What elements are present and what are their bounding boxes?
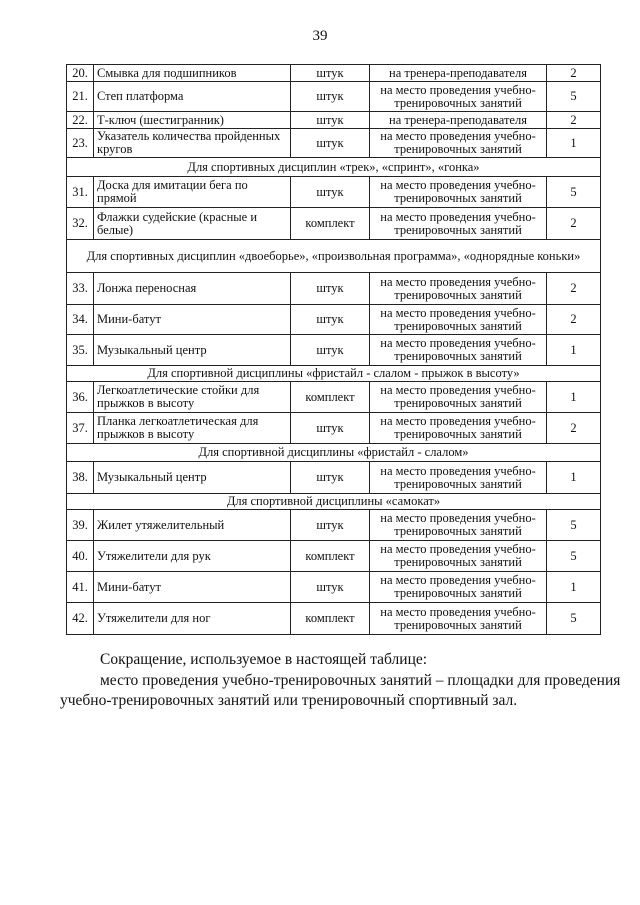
item-quantity: 2 xyxy=(547,305,601,335)
item-unit: штук xyxy=(291,112,370,129)
item-placement: на место проведения учебно-тренировочных занятий xyxy=(370,413,547,444)
item-quantity: 2 xyxy=(547,208,601,240)
item-placement: на место проведения учебно-тренировочных занятий xyxy=(370,335,547,366)
item-name: Легкоатлетические стойки для прыжков в высоту xyxy=(94,382,291,413)
item-placement: на место проведения учебно-тренировочных занятий xyxy=(370,510,547,541)
row-number: 34. xyxy=(67,305,94,335)
item-quantity: 1 xyxy=(547,462,601,494)
row-number: 22. xyxy=(67,112,94,129)
item-unit: комплект xyxy=(291,208,370,240)
table-row xyxy=(67,112,601,129)
item-name: Жилет утяжелительный xyxy=(94,510,291,541)
footnote-title: Сокращение, используемое в настоящей таблице: xyxy=(100,651,428,668)
item-placement: на тренера-преподавателя xyxy=(370,65,547,82)
table-row xyxy=(67,541,601,572)
item-name: Степ платформа xyxy=(94,82,291,112)
item-placement: на место проведения учебно-тренировочных занятий xyxy=(370,177,547,208)
item-quantity: 2 xyxy=(547,273,601,305)
row-number: 39. xyxy=(67,510,94,541)
item-unit: штук xyxy=(291,129,370,158)
item-name: Указатель количества пройденных кругов xyxy=(94,129,291,158)
item-quantity: 1 xyxy=(547,129,601,158)
item-quantity: 2 xyxy=(547,112,601,129)
item-placement: на тренера-преподавателя xyxy=(370,112,547,129)
row-number: 23. xyxy=(67,129,94,158)
section-header-row xyxy=(67,366,601,382)
item-name: Планка легкоатлетическая для прыжков в высоту xyxy=(94,413,291,444)
item-placement: на место проведения учебно-тренировочных занятий xyxy=(370,208,547,240)
item-unit: штук xyxy=(291,305,370,335)
item-unit: штук xyxy=(291,462,370,494)
item-quantity: 1 xyxy=(547,572,601,603)
item-placement: на место проведения учебно-тренировочных занятий xyxy=(370,572,547,603)
table-row xyxy=(67,208,601,240)
item-quantity: 2 xyxy=(547,65,601,82)
table-row xyxy=(67,462,601,494)
table-row xyxy=(67,82,601,112)
table-row xyxy=(67,129,601,158)
item-name: Доска для имитации бега по прямой xyxy=(94,177,291,208)
item-name: Музыкальный центр xyxy=(94,335,291,366)
item-unit: штук xyxy=(291,273,370,305)
item-unit: штук xyxy=(291,65,370,82)
row-number: 20. xyxy=(67,65,94,82)
section-title: Для спортивной дисциплины «фристайл - слалом - прыжок в высоту» xyxy=(67,366,601,382)
row-number: 37. xyxy=(67,413,94,444)
table-row xyxy=(67,65,601,82)
row-number: 32. xyxy=(67,208,94,240)
section-title: Для спортивных дисциплин «трек», «спринт», «гонка» xyxy=(67,158,601,177)
row-number: 41. xyxy=(67,572,94,603)
item-quantity: 5 xyxy=(547,603,601,635)
item-quantity: 1 xyxy=(547,335,601,366)
item-quantity: 5 xyxy=(547,177,601,208)
section-title: Для спортивной дисциплины «самокат» xyxy=(67,494,601,510)
row-number: 40. xyxy=(67,541,94,572)
item-unit: штук xyxy=(291,335,370,366)
item-unit: штук xyxy=(291,177,370,208)
item-name: Т-ключ (шестигранник) xyxy=(94,112,291,129)
table-row xyxy=(67,305,601,335)
item-placement: на место проведения учебно-тренировочных занятий xyxy=(370,462,547,494)
table-row xyxy=(67,413,601,444)
row-number: 42. xyxy=(67,603,94,635)
table-row xyxy=(67,335,601,366)
item-placement: на место проведения учебно-тренировочных занятий xyxy=(370,129,547,158)
item-quantity: 2 xyxy=(547,413,601,444)
row-number: 21. xyxy=(67,82,94,112)
row-number: 38. xyxy=(67,462,94,494)
equipment-table xyxy=(66,64,601,635)
item-name: Флажки судейские (красные и белые) xyxy=(94,208,291,240)
item-unit: комплект xyxy=(291,541,370,572)
item-placement: на место проведения учебно-тренировочных занятий xyxy=(370,541,547,572)
row-number: 35. xyxy=(67,335,94,366)
section-title: Для спортивных дисциплин «двоеборье», «произвольная программа», «однорядные коньки» xyxy=(67,240,601,273)
item-placement: на место проведения учебно-тренировочных занятий xyxy=(370,603,547,635)
item-unit: штук xyxy=(291,572,370,603)
item-unit: штук xyxy=(291,82,370,112)
item-placement: на место проведения учебно-тренировочных занятий xyxy=(370,382,547,413)
item-name: Утяжелители для рук xyxy=(94,541,291,572)
section-header-row xyxy=(67,494,601,510)
item-unit: штук xyxy=(291,413,370,444)
item-name: Мини-батут xyxy=(94,572,291,603)
table-row xyxy=(67,603,601,635)
item-unit: комплект xyxy=(291,603,370,635)
item-quantity: 5 xyxy=(547,510,601,541)
table-row xyxy=(67,382,601,413)
page-number: 39 xyxy=(312,28,328,44)
footnote-line-1: место проведения учебно-тренировочных занятий – площадки для проведения xyxy=(100,672,621,689)
table-row xyxy=(67,572,601,603)
row-number: 31. xyxy=(67,177,94,208)
item-name: Утяжелители для ног xyxy=(94,603,291,635)
table-row xyxy=(67,177,601,208)
table-row xyxy=(67,273,601,305)
item-unit: комплект xyxy=(291,382,370,413)
item-placement: на место проведения учебно-тренировочных занятий xyxy=(370,82,547,112)
section-header-row xyxy=(67,240,601,273)
footnote-line-2: учебно-тренировочных занятий или тренировочный спортивный зал. xyxy=(60,692,518,709)
item-name: Смывка для подшипников xyxy=(94,65,291,82)
row-number: 36. xyxy=(67,382,94,413)
item-name: Лонжа переносная xyxy=(94,273,291,305)
item-unit: штук xyxy=(291,510,370,541)
item-quantity: 5 xyxy=(547,541,601,572)
table-row xyxy=(67,510,601,541)
item-placement: на место проведения учебно-тренировочных занятий xyxy=(370,273,547,305)
section-header-row xyxy=(67,158,601,177)
section-header-row xyxy=(67,444,601,462)
section-title: Для спортивной дисциплины «фристайл - слалом» xyxy=(67,444,601,462)
item-name: Музыкальный центр xyxy=(94,462,291,494)
item-placement: на место проведения учебно-тренировочных занятий xyxy=(370,305,547,335)
item-quantity: 5 xyxy=(547,82,601,112)
item-quantity: 1 xyxy=(547,382,601,413)
row-number: 33. xyxy=(67,273,94,305)
item-name: Мини-батут xyxy=(94,305,291,335)
